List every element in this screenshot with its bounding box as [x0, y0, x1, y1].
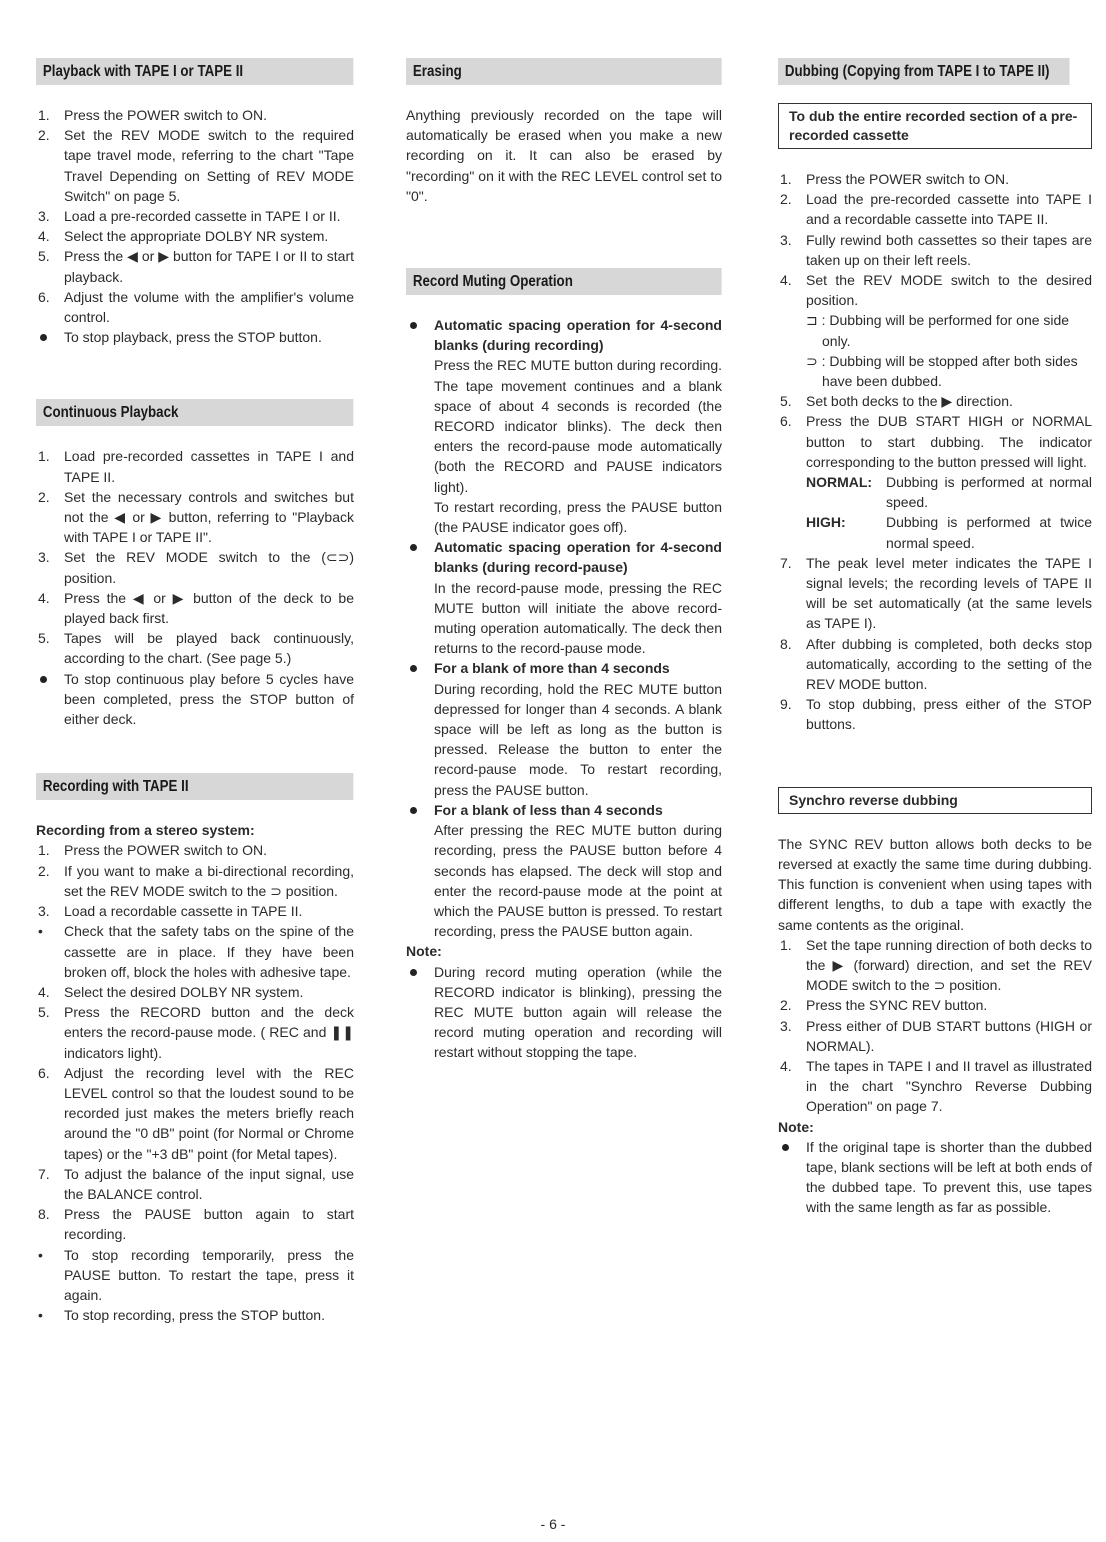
list-item: 8. Press the PAUSE button again to start recording.	[38, 1206, 354, 1243]
list-item: To stop continuous play before 5 cycles have been completed, press the STOP button of either deck.	[36, 669, 354, 730]
list-item: 7. The peak level meter indicates the TAPE I signal levels; the recording levels of TAPE II will be set automatically (at the same levels as TAPE I).	[780, 554, 1092, 632]
recording-heading: Recording with TAPE II	[36, 773, 353, 800]
list-item: 2. Set the necessary controls and switches but not the ◀ or ▶ button, referring to "Playback with TAPE I or TAPE II".	[38, 488, 354, 546]
normal-definition: NORMAL: Dubbing is performed at normal speed.	[806, 474, 1092, 511]
list-item: 6. Adjust the volume with the amplifier's volume control.	[38, 288, 354, 326]
continuous-heading: Continuous Playback	[36, 399, 353, 426]
recording-steps	[36, 840, 354, 1325]
playback-bullets	[36, 327, 354, 347]
list-item: 2. Load the pre-recorded cassette into TAPE I and a recordable cassette into TAPE II.	[780, 191, 1092, 228]
list-item: 4. Select the appropriate DOLBY NR system.	[38, 228, 329, 245]
list-item: 3. Press either of DUB START buttons (HIGH or NORMAL).	[780, 1017, 1092, 1054]
mode-one-side: ⊐ : Dubbing will be performed for one side only.	[806, 312, 1070, 349]
list-item: Automatic spacing operation for 4-second blanks (during record-pause) In the record-pause mode, pressing the REC MUTE button will initiate the above record-muting operation automatically. The deck then returns to the record-pause mode.	[406, 537, 722, 658]
mode-both-sides: ⊃ : Dubbing will be stopped after both sides have been dubbed.	[806, 352, 1078, 390]
list-item: • To stop recording temporarily, press the PAUSE button. To restart the tape, press it again.	[38, 1246, 354, 1303]
erasing-heading: Erasing	[406, 58, 721, 85]
list-item: 3. Load a recordable cassette in TAPE II.	[38, 903, 303, 920]
bullet-icon	[40, 676, 47, 683]
list-item: • To stop recording, press the STOP button.	[38, 1307, 325, 1324]
list-item: To stop playback, press the STOP button.	[36, 327, 354, 347]
list-item: 4. Select the desired DOLBY NR system.	[38, 983, 304, 1000]
list-item: 3. Fully rewind both cassettes so their tapes are taken up on their left reels.	[780, 231, 1092, 268]
list-item: 4. Press the ◀ or ▶ button of the deck to be played back first.	[38, 589, 354, 627]
list-item: 6. Press the DUB START HIGH or NORMAL button to start dubbing. The indicator corresponding to the button pressed will light.	[780, 413, 1092, 470]
bullet-icon	[410, 665, 417, 672]
list-item: 5. Press the RECORD button and the deck enters the record-pause mode. ( REC and ❚❚ indicators light).	[38, 1004, 354, 1061]
list-item: 4. The tapes in TAPE I and II travel as illustrated in the chart "Synchro Reverse Dubbing Operation" on page 7.	[780, 1057, 1092, 1115]
continuous-steps	[36, 446, 354, 668]
list-item: 2. If you want to make a bi-directional recording, set the REV MODE switch to the ⊃ position.	[38, 862, 354, 899]
list-item: 6. Adjust the recording level with the REC LEVEL control so that the loudest sound to be recorded just makes the meters briefly reach around the "0 dB" point (for Normal or Chrome tapes) or the "+3 dB" point (for Metal tapes).	[38, 1064, 354, 1162]
muting-items	[406, 315, 722, 941]
dubbing-box-heading: To dub the entire recorded section of a pre-recorded cassette	[778, 103, 1092, 149]
list-item: For a blank of less than 4 seconds After pressing the REC MUTE button during recording, press the PAUSE button before 4 seconds has elapsed. The deck will stop and enter the record-pause mode at the point at which the PAUSE button is pressed. To restart recording, press the PAUSE button again.	[406, 800, 722, 941]
high-definition: HIGH: Dubbing is performed at twice normal speed.	[806, 514, 1092, 551]
right-column	[778, 58, 1092, 1218]
page-number: - 6 -	[540, 1516, 566, 1532]
list-item: During record muting operation (while the RECORD indicator is blinking), pressing the REC MUTE button again will release the record muting operation and recording will restart without stopping the tape.	[406, 962, 722, 1063]
muting-note	[406, 962, 722, 1063]
list-item: 2. Press the SYNC REV button.	[780, 997, 988, 1014]
list-item: 8. After dubbing is completed, both decks stop automatically, according to the setting of the REV MODE button.	[780, 635, 1092, 693]
list-item: 4. Set the REV MODE switch to the desired position.	[780, 272, 1092, 309]
dubbing-heading: Dubbing (Copying from TAPE I to TAPE II)	[778, 58, 1070, 85]
list-item: 9. To stop dubbing, press either of the STOP buttons.	[780, 696, 1092, 733]
synchro-steps	[778, 935, 1092, 1117]
list-item: 1. Press the POWER switch to ON.	[38, 107, 268, 123]
list-item: 1. Set the tape running direction of both decks to the ▶ (forward) direction, and set the REV MODE switch to the ⊃ position.	[780, 936, 1092, 994]
dubbing-steps-b	[778, 391, 1092, 472]
middle-column	[406, 58, 722, 1063]
list-item: 1. Press the POWER switch to ON.	[38, 842, 268, 859]
bullet-icon	[410, 969, 417, 976]
list-item: 2. Set the REV MODE switch to the required tape travel mode, referring to the chart "Tape Travel Depending on Setting of REV MODE Switch" on page 5.	[38, 127, 354, 204]
list-item: Automatic spacing operation for 4-second blanks (during recording) Press the REC MUTE button during recording. The tape movement continues and a blank space of about 4 seconds is recorded (the RECORD indicator blinks). The deck then enters the record-pause mode automatically (both the RECORD and PAUSE indicators light). To restart recording, press the PAUSE button (the PAUSE indicator goes off).	[406, 315, 722, 537]
left-column	[36, 58, 354, 1325]
synchro-note-label: Note:	[778, 1118, 814, 1135]
muting-heading: Record Muting Operation	[406, 268, 721, 295]
dubbing-steps-a	[778, 169, 1092, 310]
list-item: 3. Load a pre-recorded cassette in TAPE I or II.	[38, 208, 341, 225]
list-item: 5. Press the ◀ or ▶ button for TAPE I or II to start playback.	[38, 248, 354, 285]
synchro-note	[778, 1137, 1092, 1218]
muting-note-label: Note:	[406, 943, 442, 960]
playback-steps	[36, 105, 354, 327]
list-item: 7. To adjust the balance of the input signal, use the BALANCE control.	[38, 1165, 354, 1202]
recording-subhead: Recording from a stereo system:	[36, 822, 255, 839]
dubbing-steps-c	[778, 553, 1092, 735]
list-item: If the original tape is shorter than the dubbed tape, blank sections will be left at both ends of the dubbed tape. To prevent this, use tapes with the same length as far as possible.	[778, 1137, 1092, 1218]
list-item: 1. Press the POWER switch to ON.	[780, 171, 1010, 187]
list-item: • Check that the safety tabs on the spine of the cassette are in place. If they have been broken off, block the holes with adhesive tape.	[38, 923, 354, 980]
bullet-icon	[410, 322, 417, 329]
bullet-icon	[410, 807, 417, 814]
list-item: 1. Load pre-recorded cassettes in TAPE I and TAPE II.	[38, 448, 354, 485]
speed-definitions	[778, 472, 1092, 553]
list-item: 5. Tapes will be played back continuously, according to the chart. (See page 5.)	[38, 630, 354, 667]
bullet-icon	[410, 544, 417, 551]
list-item: For a blank of more than 4 seconds During recording, hold the REC MUTE button depressed for longer than 4 seconds. A blank space will be left as long as the button is pressed. Release the button to enter the record-pause mode. To restart recording, press the PAUSE button.	[406, 658, 722, 799]
list-item: 5. Set both decks to the ▶ direction.	[780, 393, 1013, 410]
continuous-bullets	[36, 669, 354, 730]
bullet-icon	[782, 1144, 789, 1151]
erasing-text: Anything previously recorded on the tape will automatically be erased when you make a new recording on it. It can also be erased by "recording" on it with the REC LEVEL control set to "0".	[406, 107, 722, 204]
synchro-box-heading: Synchro reverse dubbing	[778, 787, 1092, 814]
synchro-text: The SYNC REV button allows both decks to be reversed at exactly the same time during dubbing. This function is convenient when using tapes with different lengths, to dub a tape with exactly the same contents as the original.	[778, 835, 1092, 933]
list-item: 3. Set the REV MODE switch to the (⊂⊃) position.	[38, 549, 354, 586]
playback-heading: Playback with TAPE I or TAPE II	[36, 58, 353, 85]
bullet-icon	[40, 334, 47, 341]
